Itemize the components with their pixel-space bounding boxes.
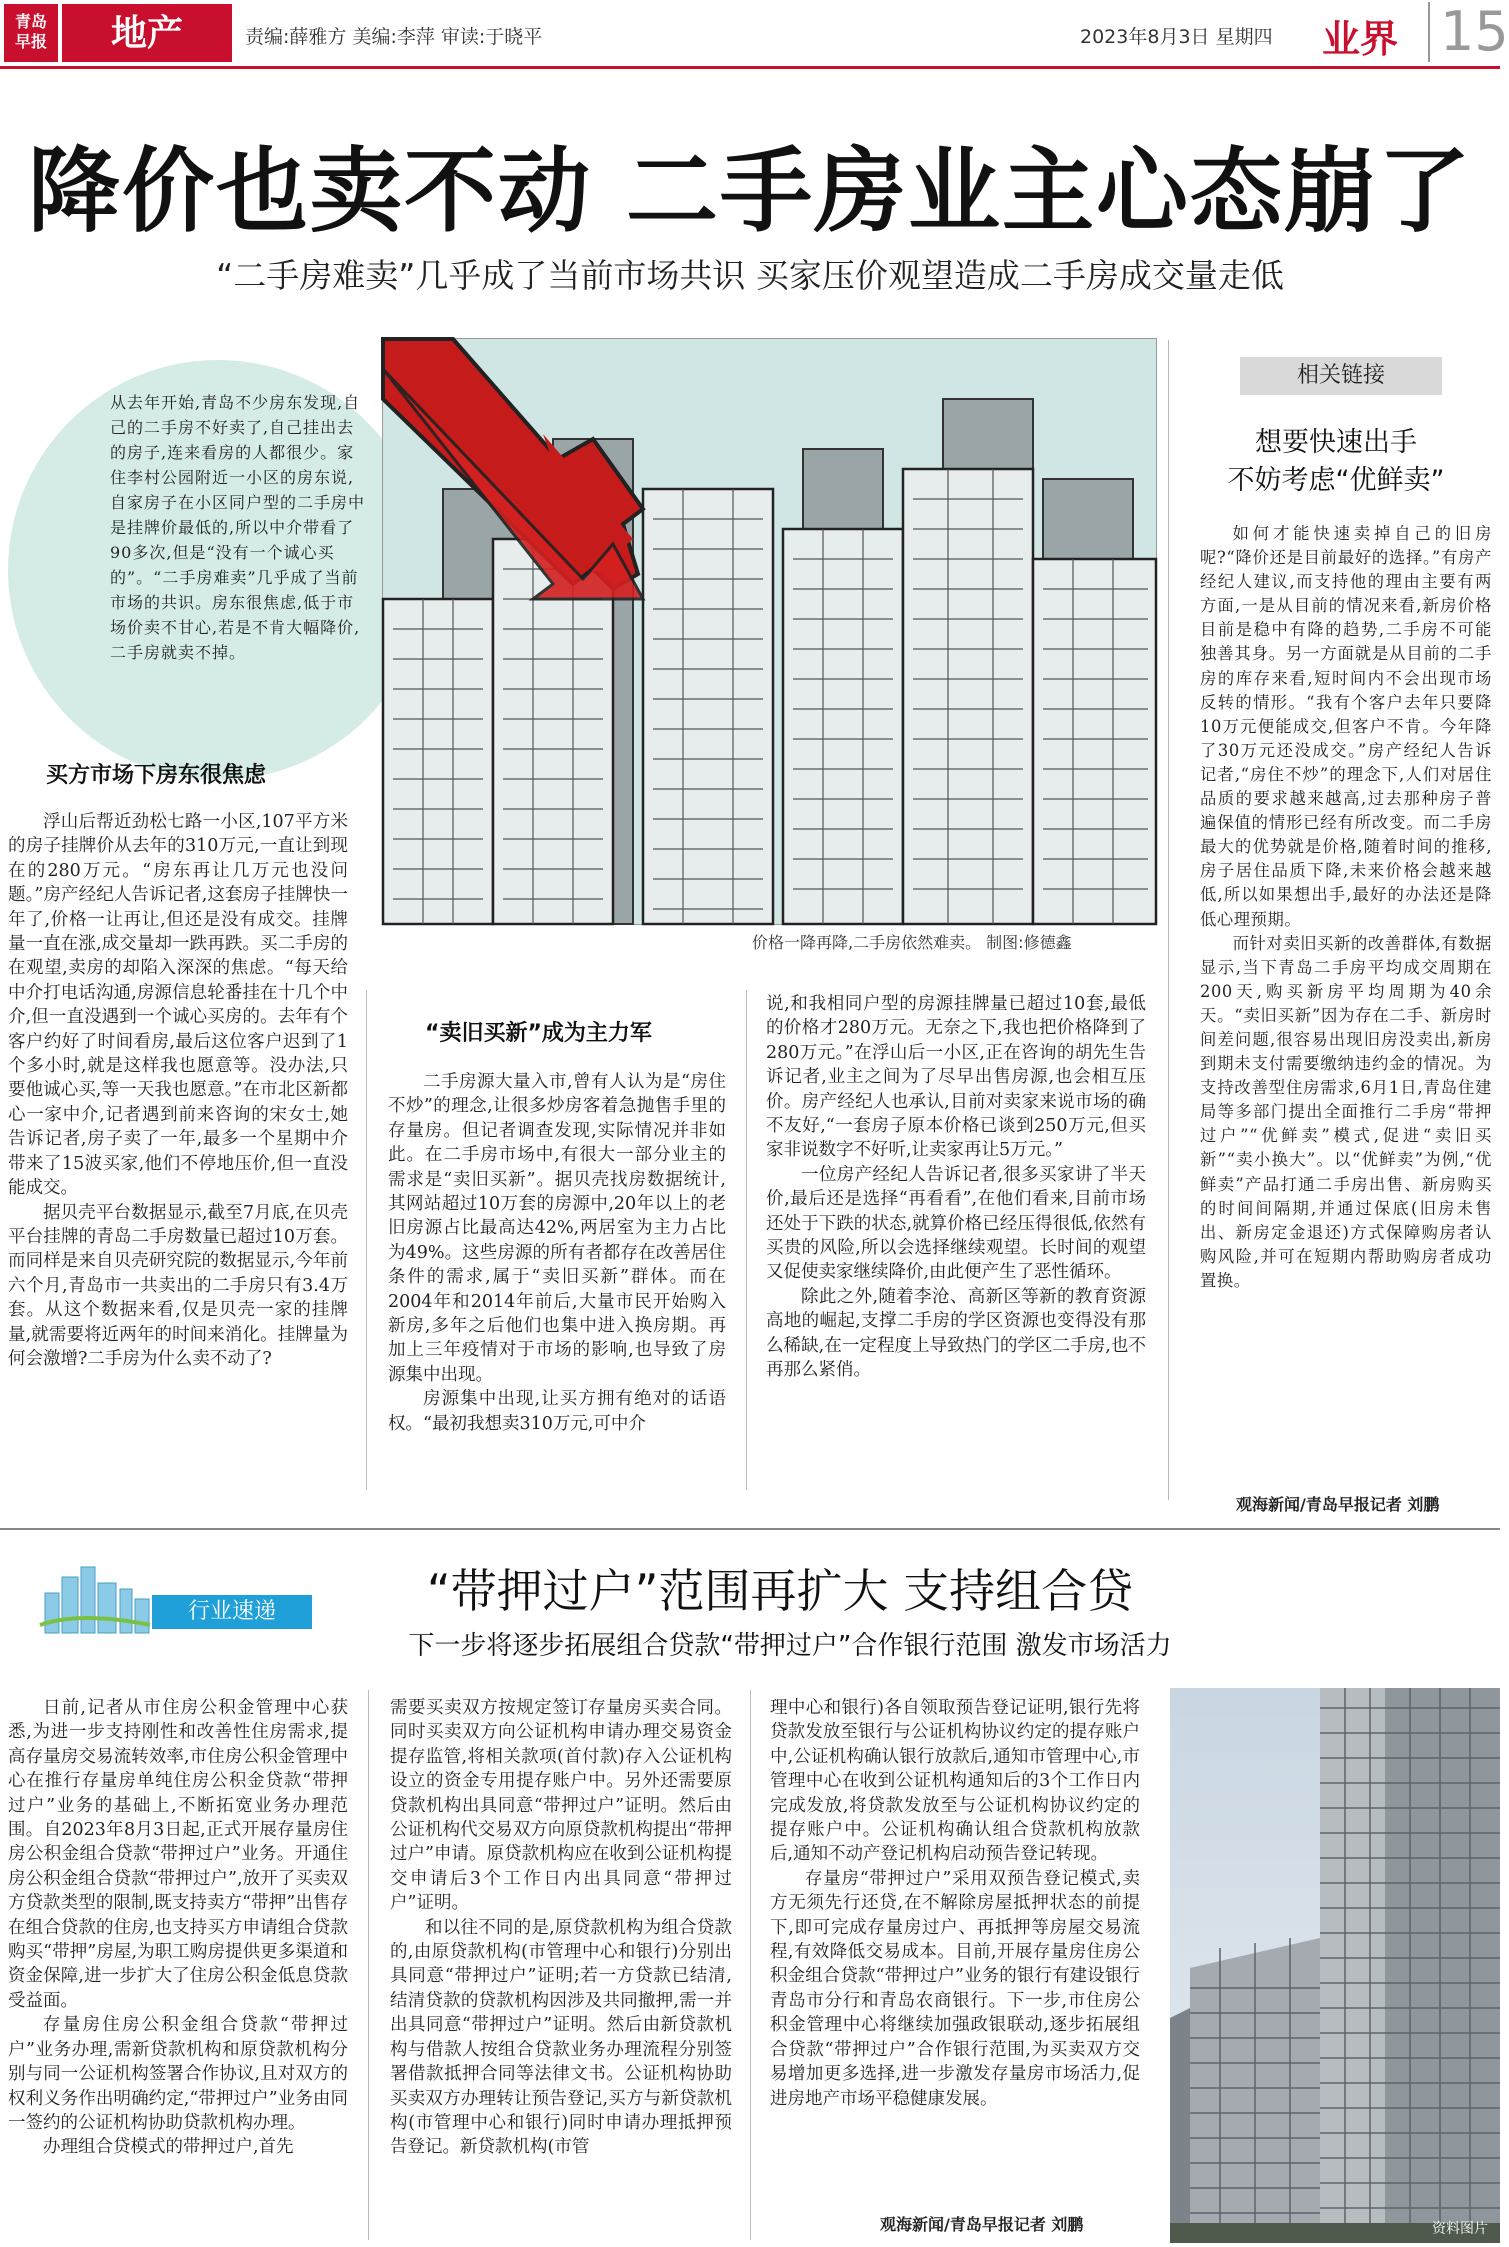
article2-column-3 bbox=[770, 1696, 1140, 2111]
paragraph: 二手房源大量入市,曾有人认为是“房住不炒”的理念,让很多炒房客着急抛售手里的存量房。但记者调查发现,实际情况并非如此。在二手房市场中,有很大一部分业主的需求是“卖旧买新”。据贝壳找房数据统计,其网站超过10万套的房源中,20年以上的老旧房源占比最高达42%,两居室为主力占比为49%。这些房源的所有者都存在改善居住条件的需求,属于“卖旧买新”群体。而在2004年和2014年前后,大量市民开始购入新房,多年之后他们也集中进入换房期。再加上三年疫情对于市场的影响,也导致了房源集中出现。 bbox=[388, 1072, 726, 1385]
paragraph: 存量房“带押过户”采用双预告登记模式,卖方无须先行还贷,在不解除房屋抵押状态的前提下,即可完成存量房过户、再抵押等房屋交易流程,有效降低交易成本。目前,开展存量房住房公积金组合贷款“带押过户”业务的银行有建设银行青岛市分行和青岛农商银行。下一步,市住房公积金管理中心将继续加强政银联动,逐步拓展组合贷款“带押过户”合作银行范围,为买卖双方交易增加更多选择,进一步激发存量房市场活力,促进房地产市场平稳健康发展。 bbox=[770, 1868, 1140, 2109]
image-caption: 价格一降再降,二手房依然难卖。 制图:修德鑫 bbox=[752, 933, 1072, 952]
article2-column-2 bbox=[390, 1696, 732, 2160]
column-divider bbox=[750, 1690, 751, 2240]
headline-2: “带押过户”范围再扩大 支持组合贷 bbox=[426, 1564, 1134, 1618]
section-separator bbox=[0, 1528, 1500, 1530]
publication-date: 2023年8月3日 星期四 bbox=[1080, 26, 1273, 48]
paragraph: 日前,记者从市住房公积金管理中心获悉,为进一步支持刚性和改善性住房需求,提高存量房交易流转效率,市住房公积金管理中心在推行存量房单纯住房公积金贷款“带押过户”业务的基础上,不断拓宽业务办理范围。自2023年8月3日起,正式开展存量房住房公积金组合贷款“带押过户”业务。开通住房公积金组合贷款“带押过户”,放开了买卖双方贷款类型的限制,既支持卖方“带押”出售存在组合贷款的住房,也支持买方申请组合贷款购买“带押”房屋,为职工购房提供更多渠道和资金保障,进一步扩大了住房公积金低息贷款受益面。 bbox=[8, 1698, 348, 2011]
column-divider bbox=[368, 1690, 369, 2240]
paragraph: 说,和我相同户型的房源挂牌量已超过10套,最低的价格才280万元。无奈之下,我也把价格降到了280万元。”在浮山后一小区,正在咨询的胡先生告诉记者,业主之间为了尽早出售房源,也会相互压价。房产经纪人也承认,目前对卖家来说市场的确不友好,“一套房子原本价格已谈到250万元,但买家非说数字不好听,让卖家再让5万元。” bbox=[766, 994, 1146, 1161]
illustration-buildings-arrow bbox=[382, 338, 1157, 925]
sidebar-byline: 观海新闻/青岛早报记者 刘鹏 bbox=[1236, 1495, 1440, 1514]
paragraph: 而针对卖旧买新的改善群体,有数据显示,当下青岛二手房平均成交周期在200天,购买新房平均周期为40余天。“卖旧买新”因为存在二手、新房时间差问题,很容易出现旧房没卖出,新房到期未支付需要缴纳违约金的情况。为支持改善型住房需求,6月1日,青岛住建局等多部门提出全面推行二手房“带押过户”“优鲜卖”模式,促进“卖旧买新”“卖小换大”。以“优鲜卖”为例,“优鲜卖”产品打通二手房出售、新房购买的时间间隔期,并通过保底(旧房未售出、新房定金退还)方式保障购房者认购风险,并可在短期内帮助购房者成功置换。 bbox=[1200, 933, 1492, 1290]
paragraph: 办理组合贷模式的带押过户,首先 bbox=[43, 2137, 294, 2158]
paragraph: 理中心和银行)各自领取预告登记证明,银行先将贷款发放至银行与公证机构协议约定的提存账户中,公证机构确认银行放款后,通知市管理中心,市管理中心在收到公证机构通知后的3个工作日内完成发放,将贷款发放至与公证机构协议约定的提存账户中。公证机构确认组合贷款机构放款后,通知不动产登记机构启动预告登记转现。 bbox=[770, 1698, 1140, 1865]
paragraph: 一位房产经纪人告诉记者,很多买家讲了半天价,最后还是选择“再看看”,在他们看来,目前市场还处于下跌的状态,就算价格已经压得很低,依然有买贵的风险,所以会选择继续观望。长时间的观望又促使卖家继续降价,由此便产生了恶性循环。 bbox=[766, 1164, 1146, 1283]
article-column-1 bbox=[8, 810, 348, 1371]
logo-line2: 早报 bbox=[14, 32, 47, 51]
article2-byline: 观海新闻/青岛早报记者 刘鹏 bbox=[880, 2215, 1084, 2234]
sidebar-title-line1: 想要快速出手 bbox=[1255, 427, 1417, 458]
section-heading-1: 买方市场下房东很焦虑 bbox=[46, 763, 267, 788]
sidebar-title-line2: 不妨考虑“优鲜卖” bbox=[1227, 465, 1445, 496]
buildings-photo bbox=[1170, 1688, 1500, 2243]
column-divider bbox=[746, 990, 747, 1490]
lead-text: 从去年开始,青岛不少房东发现,自己的二手房不好卖了,自己挂出去的房子,连来看房的人都很少。家住李村公园附近一小区的房东说,自家房子在小区同户型的二手房中是挂牌价最低的,所以中介带看了90多次,但是“没有一个诚心买的”。“二手房难卖”几乎成了当前市场的共识。房东很焦虑,低于市场价卖不甘心,若是不肯大幅降价,二手房就卖不掉。 bbox=[110, 393, 366, 662]
paragraph: 除此之外,随着李沧、高新区等新的教育资源高地的崛起,支撑二手房的学区资源也变得没有那么稀缺,在一定程度上导致热门的学区二手房,也不再那么紧俏。 bbox=[766, 1286, 1146, 1381]
paragraph: 存量房住房公积金组合贷款“带押过户”业务办理,需新贷款机构和原贷款机构分别与同一公证机构签署合作协议,且对双方的权利义务作出明确约定,“带押过户”业务由同一签约的公证机构协助贷款机构办理。 bbox=[8, 2015, 348, 2133]
logo-line1: 青岛 bbox=[14, 12, 47, 31]
headline: 降价也卖不动 二手房业主心态崩了 bbox=[27, 138, 1473, 245]
page-number: 15 bbox=[1428, 2, 1509, 62]
buildings-arrow-icon bbox=[383, 339, 1156, 924]
subheadline: “二手房难卖”几乎成了当前市场共识 买家压价观望造成二手房成交量走低 bbox=[216, 256, 1284, 295]
paragraph: 如何才能快速卖掉自己的旧房呢?“降价还是目前最好的选择。”有房产经纪人建议,而支持他的理由主要有两方面,一是从目前的情况来看,新房价格目前是稳中有降的趋势,二手房不可能独善其身。另一方面就是从目前的二手房的库存来看,短时间内不会出现市场反转的情形。“我有个客户去年只要降10万元便能成交,但客户不肯。今年降了30万元还没成交。”房产经纪人告诉记者,“房住不炒”的理念下,人们对居住品质的要求越来越高,过去那种房子普遍保值的情形已经有所改变。而二手房最大的优势就是价格,随着时间的推移,房子居住品质下降,未来价格会越来越低,所以如果想出手,最好的办法还是降低心理预期。 bbox=[1200, 524, 1492, 929]
section-right-label: 业界 bbox=[1322, 17, 1399, 61]
apartment-buildings-icon bbox=[1170, 1688, 1500, 2243]
article-column-2 bbox=[388, 1070, 726, 1436]
photo-credit: 资料图片 bbox=[1432, 2221, 1488, 2237]
header-rule bbox=[0, 66, 1500, 69]
section-heading-2: “卖旧买新”成为主力军 bbox=[425, 1021, 652, 1046]
column-divider bbox=[1168, 340, 1169, 1500]
article2-column-1 bbox=[8, 1696, 348, 2160]
paragraph: 据贝壳平台数据显示,截至7月底,在贝壳平台挂牌的青岛二手房数量已超过10万套。而同样是来自贝壳研究院的数据显示,今年前六个月,青岛市一共卖出的二手房只有3.4万套。从这个数据来看,仅是贝壳一家的挂牌量,就需要将近两年的时间来消化。挂牌量为何会激增?二手房为什么卖不动了? bbox=[8, 1202, 348, 1369]
industry-news-tag: 行业速递 bbox=[152, 1595, 312, 1629]
paragraph: 浮山后帮近劲松七路一小区,107平方米的房子挂牌价从去年的310万元,一直让到现在的280万元。“房东再让几万元也没问题。”房产经纪人告诉记者,这套房子挂牌快一年了,价格一让再让,但还是没有成交。挂牌量一直在涨,成交量却一跌再跌。买二手房的在观望,卖房的却陷入深深的焦虑。“每天给中介打电话沟通,房源信息轮番挂在十几个中介,但一直没遇到一个诚心买房的。去年有个客户约好了时间看房,最后这位客户迟到了1个多小时,就是这样我也愿意等。没办法,只要他诚心买,等一天我也愿意。”在市北区新都心一家中介,记者遇到前来咨询的宋女士,她告诉记者,房子卖了一年,最多一个星期中介带来了15波买家,他们不停地压价,但一直没能成交。 bbox=[8, 812, 348, 1199]
sidebar-body bbox=[1200, 522, 1492, 1293]
article-column-3 bbox=[766, 992, 1146, 1383]
paragraph: 房源集中出现,让买方拥有绝对的话语权。“最初我想卖310万元,可中介 bbox=[388, 1389, 726, 1434]
related-link-tag: 相关链接 bbox=[1240, 357, 1442, 395]
paragraph: 和以往不同的是,原贷款机构为组合贷款的,由原贷款机构(市管理中心和银行)分别出具同意“带押过户”证明;若一方贷款已结清,结清贷款的贷款机构因涉及共同撤押,需一并出具同意“带押过户”证明。然后由新贷款机构与借款人按组合贷款业务办理流程分别签署借款抵押合同等法律文书。公证机构协助买卖双方办理转让预告登记,买方与新贷款机构(市管理中心和银行)同时申请办理抵押预告登记。新贷款机构(市管 bbox=[390, 1917, 732, 2158]
column-divider bbox=[366, 990, 367, 1490]
editor-credits: 责编:薛雅方 美编:李萍 审读:于晓平 bbox=[245, 26, 543, 48]
section-label: 地产 bbox=[60, 4, 232, 62]
subheadline-2: 下一步将逐步拓展组合贷款“带押过户”合作银行范围 激发市场活力 bbox=[408, 1631, 1172, 1661]
sidebar-title bbox=[1186, 424, 1486, 500]
newspaper-logo bbox=[4, 4, 58, 62]
paragraph: 需要买卖双方按规定签订存量房买卖合同。同时买卖双方向公证机构申请办理交易资金提存监管,将相关款项(首付款)存入公证机构设立的资金专用提存账户中。另外还需要原贷款机构出具同意“带押过户”证明。然后由公证机构代交易双方向原贷款机构提出“带押过户”申请。原贷款机构应在收到公证机构提交申请后3个工作日内出具同意“带押过户”证明。 bbox=[390, 1698, 732, 1914]
